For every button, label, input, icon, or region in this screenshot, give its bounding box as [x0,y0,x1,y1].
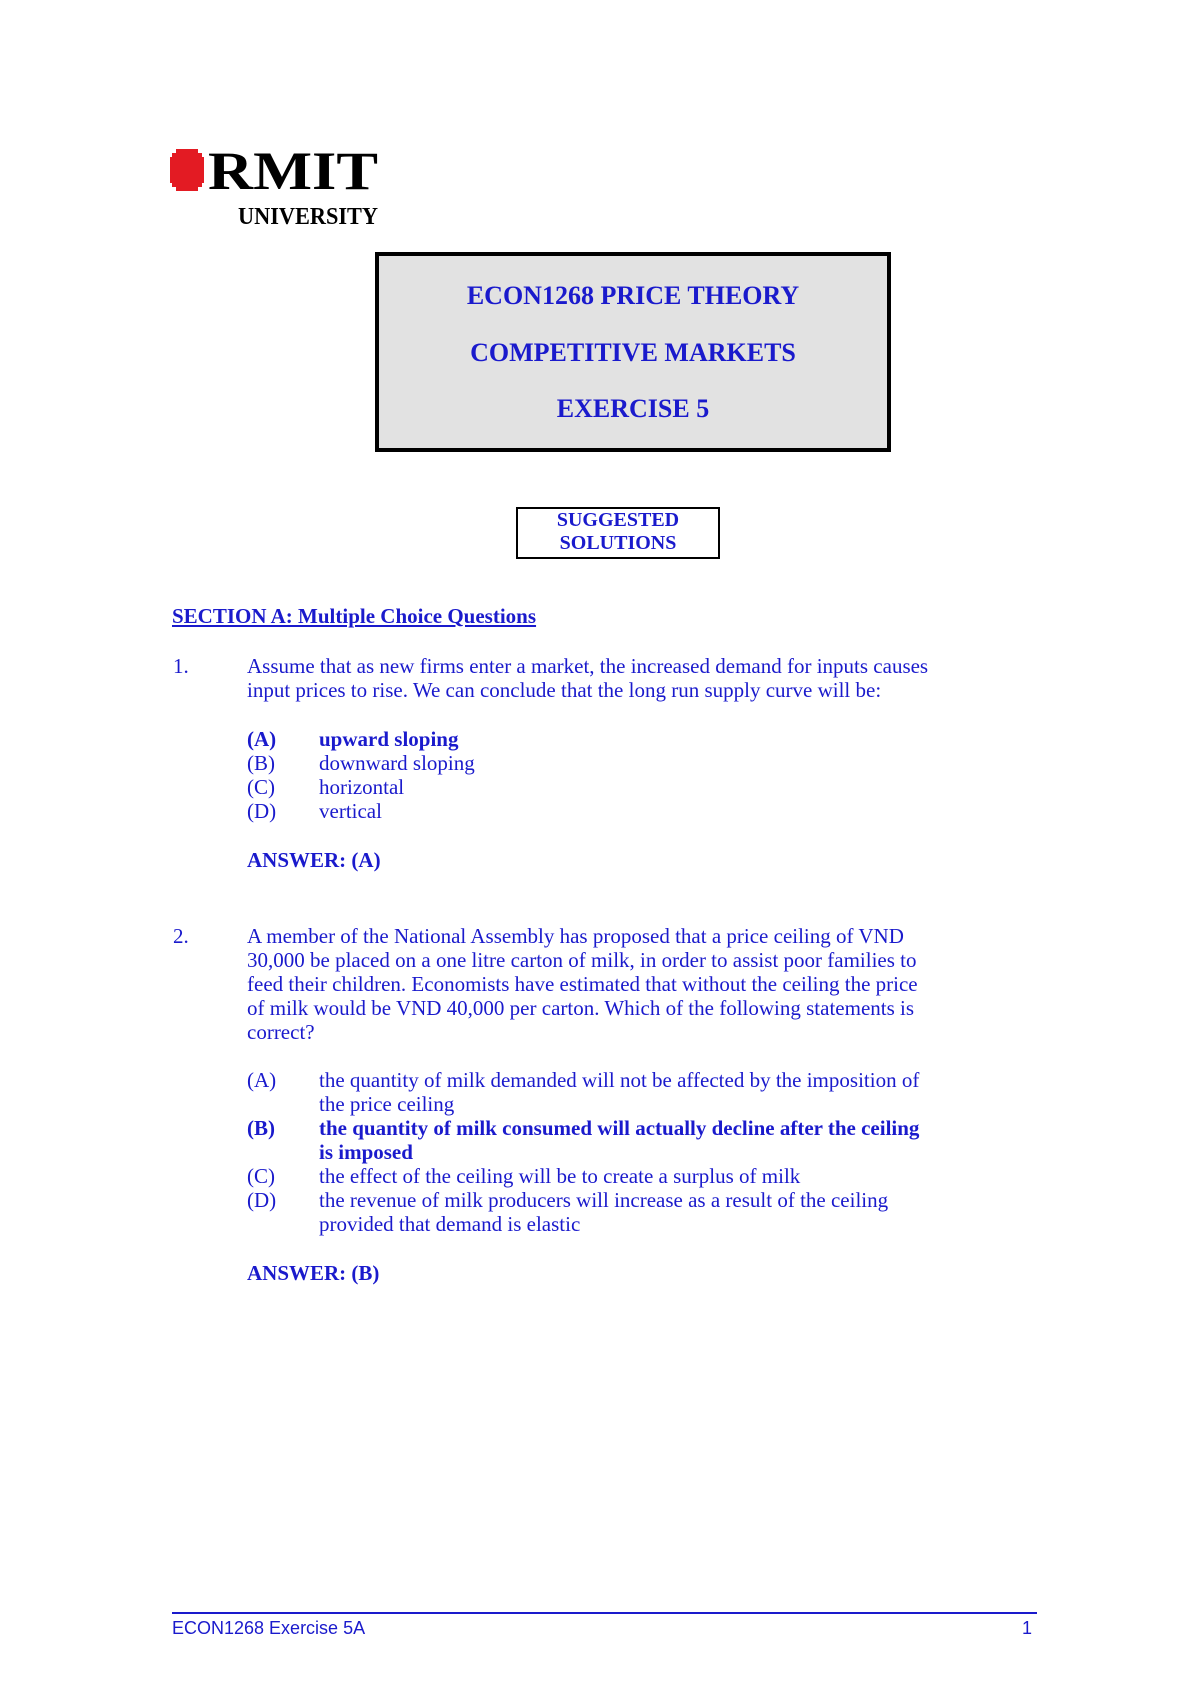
footer-label: ECON1268 Exercise 5A [172,1618,366,1638]
question-text-line: correct? [247,1020,315,1044]
option-label: (D) [247,1188,277,1212]
option-text: the effect of the ceiling will be to create a surplus of milk [319,1164,801,1188]
question-text-line: A member of the National Assembly has proposed that a price ceiling of VND [247,924,904,948]
option-label: (C) [247,1164,275,1188]
option-text: the price ceiling [319,1092,455,1116]
option-label: (B) [247,1116,275,1140]
rmit-pixel-icon [170,149,204,191]
logo-sub: UNIVERSITY [238,204,378,230]
title-box [375,252,891,452]
section-heading: SECTION A: Multiple Choice Questions [172,604,537,628]
question-text-line: Assume that as new firms enter a market, the increased demand for inputs causes [247,654,929,678]
question-text-line: feed their children. Economists have estimated that without the ceiling the price [247,972,918,996]
option-label: (A) [247,727,277,751]
question-number: 2. [173,924,189,948]
footer-rule [172,1612,1037,1614]
option-label: (C) [247,775,275,799]
solutions-line-1: SUGGESTED [556,509,680,531]
option-text-correct: the quantity of milk consumed will actually decline after the ceiling [319,1116,920,1140]
option-text: horizontal [319,775,405,799]
option-text: the revenue of milk producers will increase as a result of the ceiling [319,1188,889,1212]
option-text: downward sloping [319,751,475,775]
question-text-line: of milk would be VND 40,000 per carton. Which of the following statements is [247,996,915,1020]
option-text: provided that demand is elastic [319,1212,581,1236]
option-label: (B) [247,751,275,775]
page-number: 1 [1022,1618,1033,1638]
answer-line: ANSWER: (A) [247,848,381,872]
option-text-correct: upward sloping [319,727,459,751]
question-text-line: 30,000 be placed on a one litre carton of milk, in order to assist poor families to [247,948,917,972]
logo-name: RMIT [208,145,378,201]
question-text-line: input prices to rise. We can conclude that the long run supply curve will be: [247,678,882,702]
suggested-solutions-box [516,507,720,559]
option-text-correct: is imposed [319,1140,413,1164]
option-text: the quantity of milk demanded will not be affected by the imposition of [319,1068,920,1092]
course-title: ECON1268 PRICE THEORY [466,281,800,310]
topic-title: COMPETITIVE MARKETS [470,338,796,367]
rmit-logo [170,145,420,235]
option-label: (D) [247,799,277,823]
exercise-title: EXERCISE 5 [556,394,710,423]
option-text: vertical [319,799,382,823]
solutions-line-2: SOLUTIONS [559,532,677,554]
option-label: (A) [247,1068,277,1092]
answer-line: ANSWER: (B) [247,1261,380,1285]
question-number: 1. [173,654,189,678]
